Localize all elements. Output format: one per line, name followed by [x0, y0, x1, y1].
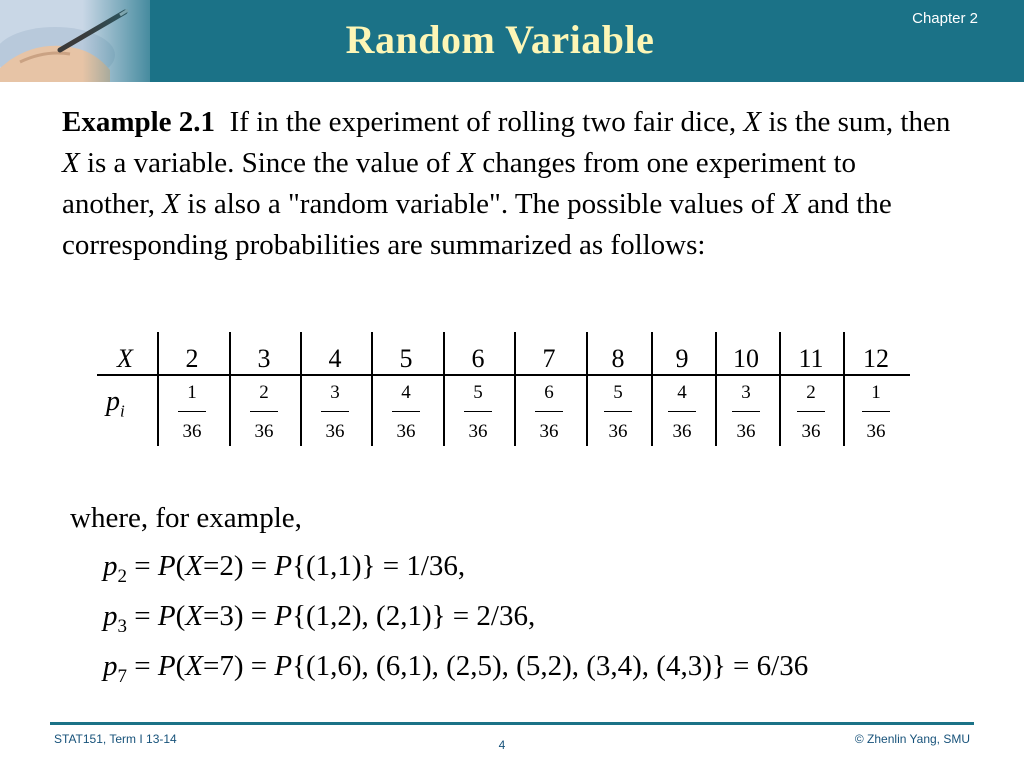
fraction-bar [535, 411, 563, 412]
page-title: Random Variable [345, 17, 655, 62]
fraction-bar [732, 411, 760, 412]
x-value-cell: 7 [542, 344, 556, 373]
x-value-cell: 12 [863, 344, 889, 373]
x-value-cell: 11 [798, 344, 824, 373]
variable-x: X [162, 188, 181, 220]
probability-denominator: 36 [801, 421, 821, 442]
p-row-label: $p_i$ [106, 386, 125, 421]
table-column-rule [229, 332, 231, 446]
variable-x: X [782, 188, 800, 220]
page-number: 4 [498, 738, 506, 752]
table-column-rule [300, 332, 302, 446]
probability-numerator: 4 [677, 382, 687, 403]
probability-numerator: 3 [741, 382, 751, 403]
probability-denominator: 36 [736, 421, 756, 442]
fraction-bar [321, 411, 349, 412]
x-value-cell: 8 [611, 344, 625, 373]
variable-x: X [62, 147, 80, 179]
fraction-bar [464, 411, 492, 412]
probability-numerator: 2 [806, 382, 816, 403]
probability-denominator: 36 [672, 421, 692, 442]
fraction-bar [392, 411, 420, 412]
text-segment: changes from one experiment to another, [62, 147, 857, 220]
table-column-rule [157, 332, 159, 446]
probability-numerator: 1 [187, 382, 197, 403]
pen-icon [0, 0, 150, 82]
footer-course: STAT151, Term I 13-14 [54, 732, 177, 746]
probability-denominator: 36 [325, 421, 345, 442]
equation-p7: $p_7 = P(X=7) = P\{(1,6)$, (6,1), (2,5), (5,2), (3,4), (4,3)} = 6/36 [103, 650, 809, 687]
probability-denominator: 36 [539, 421, 559, 442]
fraction-bar [178, 411, 206, 412]
text-segment: If in the experiment of rolling two fair dice, [229, 106, 737, 138]
table-column-rule [443, 332, 445, 446]
probability-numerator: 2 [259, 382, 269, 403]
probability-denominator: 36 [866, 421, 886, 442]
hand-with-pen-photo [0, 0, 150, 82]
variable-x: X [457, 147, 476, 179]
x-value-cell: 10 [733, 344, 759, 373]
fraction-bar [604, 411, 632, 412]
probability-numerator: 1 [871, 382, 881, 403]
x-row-label: X [117, 344, 133, 373]
fraction-bar [862, 411, 890, 412]
example-paragraph [62, 102, 952, 266]
table-column-rule [514, 332, 516, 446]
where-text: where, for example, [70, 502, 302, 534]
chapter-label: Chapter 2 [912, 10, 978, 27]
probability-numerator: 5 [613, 382, 623, 403]
x-value-cell: 9 [675, 344, 689, 373]
probability-denominator: 36 [182, 421, 202, 442]
fraction-bar [250, 411, 278, 412]
probability-numerator: 4 [401, 382, 411, 403]
x-value-cell: 6 [471, 344, 485, 373]
example-label: Example 2.1 [62, 106, 216, 138]
probability-numerator: 6 [544, 382, 554, 403]
fraction-bar [797, 411, 825, 412]
table-header-rule [97, 374, 910, 376]
text-segment: the sum, then [794, 106, 951, 138]
variable-x: X [743, 106, 762, 138]
text-segment: is [768, 106, 788, 138]
footer-copyright: © Zhenlin Yang, SMU [854, 732, 970, 746]
fraction-bar [668, 411, 696, 412]
equation-p2: $p_2 = P(X=2) = P\{(1,1)\} = 1/36$, [103, 550, 466, 587]
table-column-rule [371, 332, 373, 446]
equation-p3: $p_3 = P(X=3) = P\{(1,2)$, (2,1)} = 2/36, [103, 600, 536, 637]
x-value-cell: 3 [257, 344, 271, 373]
probability-numerator: 3 [330, 382, 340, 403]
x-value-cell: 4 [328, 344, 342, 373]
text-segment: and the corresponding probabilities are summarized as follows: [62, 188, 892, 261]
probability-denominator: 36 [254, 421, 274, 442]
probability-denominator: 36 [608, 421, 628, 442]
probability-numerator: 5 [473, 382, 483, 403]
x-value-cell: 5 [399, 344, 413, 373]
probability-denominator: 36 [396, 421, 416, 442]
table-column-rule [843, 332, 845, 446]
footer-rule [50, 722, 974, 725]
text-segment: is a variable. Since the value of [86, 147, 451, 179]
x-value-cell: 2 [185, 344, 199, 373]
probability-denominator: 36 [468, 421, 488, 442]
text-segment: is also a "random variable". The possible values of [187, 188, 775, 220]
